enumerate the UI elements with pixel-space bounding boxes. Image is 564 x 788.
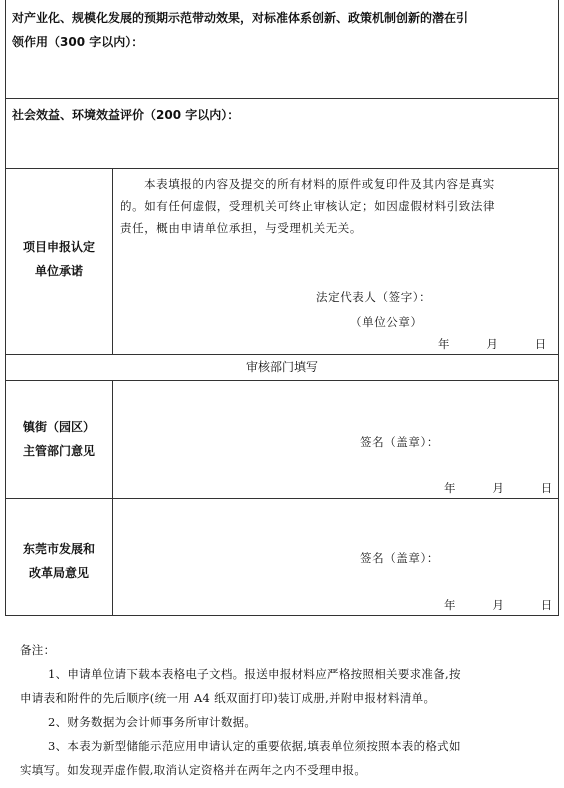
column-divider bbox=[112, 381, 113, 498]
benefit-row bbox=[6, 98, 558, 168]
application-form-table bbox=[5, 0, 559, 616]
benefit-input-area[interactable] bbox=[6, 131, 558, 167]
review-header: 审核部门填写 bbox=[245, 360, 318, 374]
city-opinion-date[interactable]: 年 月 日 bbox=[444, 598, 553, 612]
commitment-label-line2: 单位承诺 bbox=[34, 264, 83, 278]
commitment-text-line1: 本表填报的内容及提交的所有材料的原件或复印件及其内容是真实 bbox=[144, 177, 495, 191]
town-opinion-label-line1: 镇街（园区） bbox=[22, 420, 95, 434]
town-opinion-row bbox=[6, 380, 558, 498]
note-item-3-line1: 3、本表为新型储能示范应用申请认定的重要依据,填表单位须按照本表的格式如 bbox=[48, 739, 461, 753]
industry-effect-input-area[interactable] bbox=[6, 56, 558, 96]
note-item-1-line1: 1、申请单位请下载本表格电子文档。报送申报材料应严格按照相关要求准备,按 bbox=[48, 667, 461, 681]
town-opinion-signature[interactable]: 签名（盖章）： bbox=[360, 435, 439, 449]
unit-seal[interactable]: （单位公章） bbox=[350, 315, 423, 329]
industry-effect-title-line2: 领作用（300 字以内）： bbox=[12, 35, 144, 49]
city-opinion-signature[interactable]: 签名（盖章）： bbox=[360, 551, 439, 565]
commitment-text-line3: 责任，概由申请单位承担，与受理机关无关。 bbox=[120, 221, 362, 235]
column-divider bbox=[112, 499, 113, 615]
notes-section bbox=[20, 638, 550, 782]
commitment-text-line2: 的。如有任何虚假，受理机关可终止审核认定；如因虚假材料引致法律 bbox=[120, 199, 496, 213]
town-opinion-label-line2: 主管部门意见 bbox=[22, 444, 95, 458]
city-opinion-row bbox=[6, 498, 558, 615]
commitment-label bbox=[6, 235, 112, 283]
industry-effect-title bbox=[12, 6, 552, 54]
notes-title: 备注： bbox=[20, 643, 56, 657]
commitment-label-line1: 项目申报认定 bbox=[22, 240, 95, 254]
note-item-3-line2: 实填写。如发现弄虚作假,取消认定资格并在两年之内不受理申报。 bbox=[20, 763, 367, 777]
city-opinion-label-line2: 改革局意见 bbox=[28, 566, 89, 580]
town-opinion-date[interactable]: 年 月 日 bbox=[444, 481, 553, 495]
commitment-date[interactable]: 年 月 日 bbox=[438, 337, 547, 351]
note-item-2: 2、财务数据为会计师事务所审计数据。 bbox=[48, 715, 257, 729]
legal-representative-signature[interactable]: 法定代表人（签字）： bbox=[316, 290, 432, 304]
industry-effect-row bbox=[6, 0, 558, 98]
column-divider bbox=[112, 169, 113, 354]
commitment-text bbox=[120, 173, 556, 239]
review-header-row bbox=[6, 354, 558, 380]
commitment-row bbox=[6, 168, 558, 354]
city-opinion-label bbox=[6, 537, 112, 585]
industry-effect-title-line1: 对产业化、规模化发展的预期示范带动效果，对标准体系创新、政策机制创新的潜在引 bbox=[12, 11, 469, 25]
benefit-title: 社会效益、环境效益评价（200 字以内）： bbox=[12, 108, 240, 122]
city-opinion-label-line1: 东莞市发展和 bbox=[22, 542, 95, 556]
town-opinion-label bbox=[6, 415, 112, 463]
note-item-1-line2: 申请表和附件的先后顺序(统一用 A4 纸双面打印)装订成册,并附申报材料清单。 bbox=[20, 691, 436, 705]
